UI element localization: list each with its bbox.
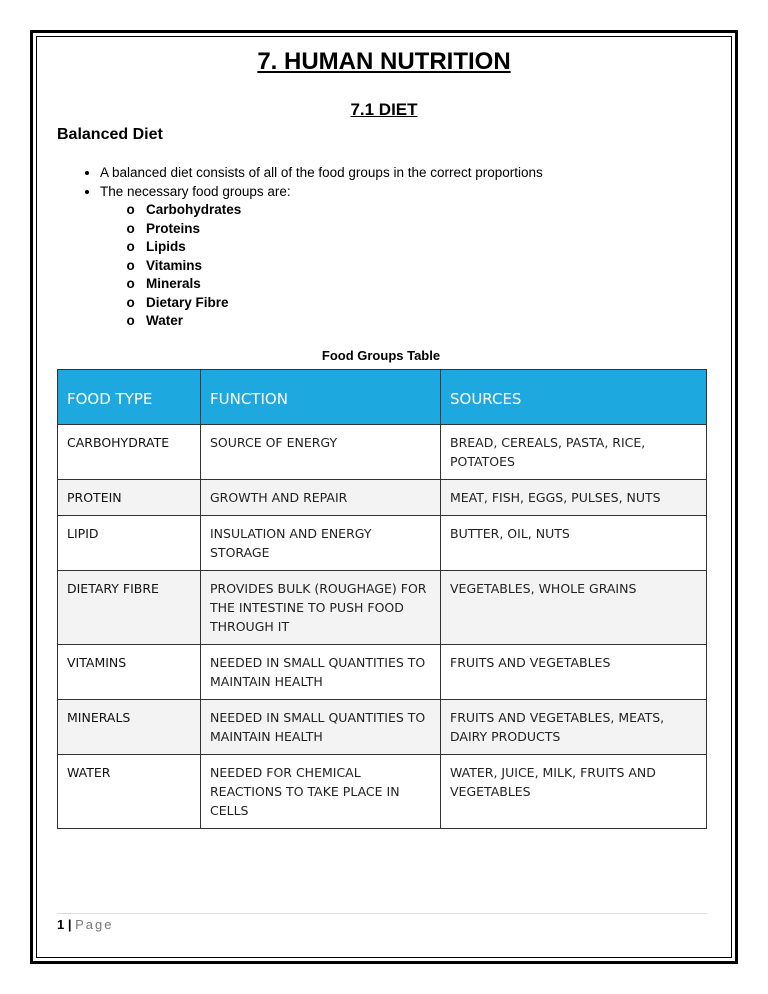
food-type-cell: VITAMINS <box>58 645 201 700</box>
table-row <box>58 425 707 480</box>
bullet-list <box>57 164 543 331</box>
footer-divider <box>57 913 707 914</box>
food-type-cell: DIETARY FIBRE <box>58 571 201 645</box>
food-type-cell: MINERALS <box>58 700 201 755</box>
food-group-item: o Lipids <box>146 238 543 257</box>
page-footer <box>57 917 113 932</box>
subheading: Balanced Diet <box>57 126 163 143</box>
food-type-cell: PROTEIN <box>58 480 201 516</box>
sources-cell: BREAD, CEREALS, PASTA, RICE, POTATOES <box>441 425 707 480</box>
function-cell: NEEDED IN SMALL QUANTITIES TO MAINTAIN HEALTH <box>201 645 441 700</box>
function-cell: PROVIDES BULK (ROUGHAGE) FOR THE INTESTINE TO PUSH FOOD THROUGH IT <box>201 571 441 645</box>
sources-cell: WATER, JUICE, MILK, FRUITS AND VEGETABLES <box>441 755 707 829</box>
food-groups-table <box>57 369 707 829</box>
function-cell: INSULATION AND ENERGY STORAGE <box>201 516 441 571</box>
food-group-item: o Proteins <box>146 220 543 239</box>
sources-cell: FRUITS AND VEGETABLES <box>441 645 707 700</box>
table-row <box>58 571 707 645</box>
function-cell: GROWTH AND REPAIR <box>201 480 441 516</box>
sources-cell: MEAT, FISH, EGGS, PULSES, NUTS <box>441 480 707 516</box>
function-cell: NEEDED FOR CHEMICAL REACTIONS TO TAKE PLACE IN CELLS <box>201 755 441 829</box>
food-type-cell: LIPID <box>58 516 201 571</box>
bullet-item: • A balanced diet consists of all of the food groups in the correct proportions <box>100 164 543 183</box>
header-cell: SOURCES <box>441 370 707 425</box>
page-title: 7. HUMAN NUTRITION <box>257 48 511 75</box>
food-type-cell: WATER <box>58 755 201 829</box>
page-number: 1 <box>57 917 65 932</box>
header-cell: FOOD TYPE <box>58 370 201 425</box>
food-group-item: o Carbohydrates <box>146 201 543 220</box>
food-group-item: o Minerals <box>146 275 543 294</box>
food-group-list <box>100 201 543 331</box>
sources-cell: VEGETABLES, WHOLE GRAINS <box>441 571 707 645</box>
table-row <box>58 480 707 516</box>
sources-cell: FRUITS AND VEGETABLES, MEATS, DAIRY PRODUCTS <box>441 700 707 755</box>
header-cell: FUNCTION <box>201 370 441 425</box>
table-row <box>58 645 707 700</box>
section-title: 7.1 DIET <box>350 100 418 119</box>
footer-separator: | <box>64 917 76 932</box>
bullet-text: The necessary food groups are: <box>100 183 291 199</box>
food-type-cell: CARBOHYDRATE <box>58 425 201 480</box>
page-label: Page <box>75 917 114 932</box>
table-row <box>58 516 707 571</box>
sources-cell: BUTTER, OIL, NUTS <box>441 516 707 571</box>
table-header-row <box>58 370 707 425</box>
bullet-item <box>100 183 543 331</box>
table-row <box>58 700 707 755</box>
function-cell: NEEDED IN SMALL QUANTITIES TO MAINTAIN HEALTH <box>201 700 441 755</box>
table-caption: Food Groups Table <box>321 348 441 363</box>
food-group-item: o Vitamins <box>146 257 543 276</box>
function-cell: SOURCE OF ENERGY <box>201 425 441 480</box>
food-group-item: o Dietary Fibre <box>146 294 543 313</box>
food-group-item: o Water <box>146 312 543 331</box>
table-row <box>58 755 707 829</box>
